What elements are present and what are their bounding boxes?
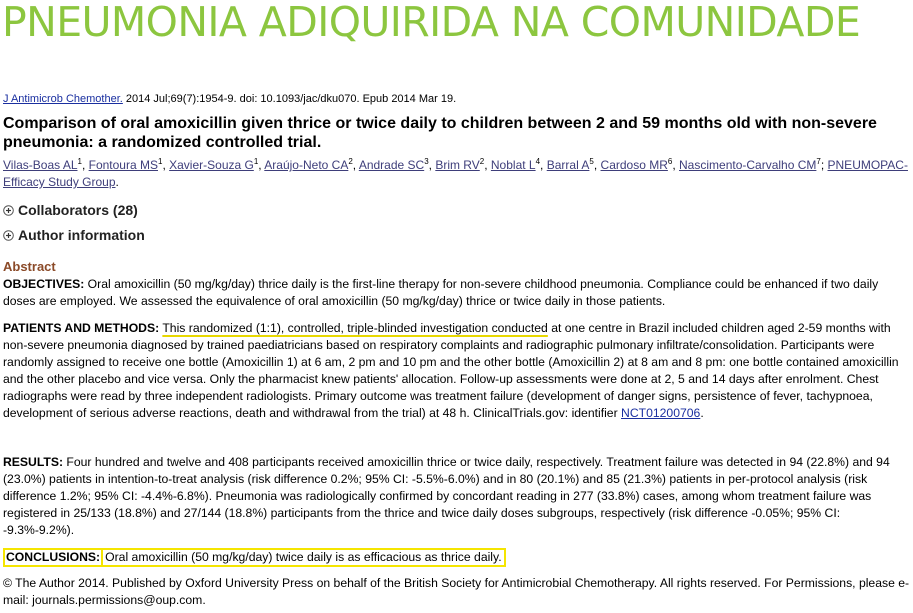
author-affiliation-number: 3 [424,157,429,166]
objectives-label: OBJECTIVES: [3,277,85,291]
author-separator: ; [820,158,828,172]
author-separator: , [484,158,491,172]
author-separator: , [258,158,265,172]
author-separator: , [81,158,89,172]
methods-label: PATIENTS AND METHODS: [3,321,160,335]
author-link[interactable]: Andrade SC [358,158,425,172]
author-info-toggle[interactable] [3,227,145,243]
author-affiliation-number: 1 [253,157,259,166]
author-affiliation-number: 5 [589,157,594,166]
author-link[interactable]: Fontoura MS [88,158,158,172]
objectives-paragraph [3,276,911,310]
author-affiliation-number: 6 [667,157,673,166]
author-link[interactable]: Vilas-Boas AL [3,158,78,172]
conclusions-paragraph [3,548,911,567]
abstract-heading: Abstract [3,259,56,274]
author-affiliation-number: 1 [77,157,82,166]
results-paragraph [3,454,911,539]
author-affiliation-number: 2 [479,157,485,166]
methods-text: at one centre in Brazil included children aged 2-59 months with non-severe pneumonia diagnosed by trained paediatricians based on respiratory complaints and radiographic pulmonary infiltrate/consolidation. Participants were randomly assigned to receive one bottle (Amoxicillin 1) at 6 am, 2 pm and 10 pm and the other bottle (Amoxicillin 2) at 8 am and 8 pm: one bottle contained amoxicillin and the other placebo and vice versa. Only the pharmacist knew patients' allocation. Follow-up assessments were done at 2, 5 and 14 days after enrolment. Chest radiographs were read by three independent radiologists. Primary outcome was treatment failure (development of danger signs, persistence of fever, tachypnoea, development of serious adverse reactions, death and withdrawal from the trial) at 48 h. ClinicalTrials.gov: identifier [3,321,899,420]
author-list-end: . [115,175,119,189]
author-affiliation-number: 2 [348,157,353,166]
author-list [3,157,913,191]
study-group-link[interactable]: PNEUMOPAC-Efficacy Study Group [3,158,908,189]
expand-plus-icon [3,230,14,241]
journal-link[interactable]: J Antimicrob Chemother. [3,93,123,105]
copyright-notice: © The Author 2014. Published by Oxford University Press on behalf of the British Society for Antimicrobial Chemotherapy. All rights reserved. For Permissions, please e-mail: journals.permissions@oup.com. [3,576,910,607]
author-separator: , [672,158,680,172]
conclusions-text: Oral amoxicillin (50 mg/kg/day) twice daily is as efficacious as thrice daily. [101,548,505,567]
methods-paragraph [3,320,911,422]
expand-plus-icon [3,205,14,216]
collaborators-label: Collaborators (28) [18,202,138,218]
author-separator: , [540,158,547,172]
author-affiliation-number: 7 [816,157,821,166]
author-separator: , [593,158,601,172]
author-link[interactable]: Nascimento-Carvalho CM [679,158,817,172]
clinical-trial-link[interactable]: NCT01200706 [621,406,701,420]
author-affiliation-number: 1 [158,157,163,166]
author-link[interactable]: Xavier-Souza G [169,158,254,172]
author-link[interactable]: Cardoso MR [600,158,668,172]
author-link[interactable]: Brim RV [435,158,480,172]
author-link[interactable]: Noblat L [490,158,536,172]
slide-title: PNEUMONIA ADIQUIRIDA NA COMUNIDADE [2,0,861,46]
author-link[interactable]: Barral A [546,158,590,172]
methods-highlight: This randomized (1:1), controlled, triple-blinded investigation conducted [162,321,548,335]
author-separator: , [428,158,436,172]
results-label: RESULTS: [3,455,64,469]
author-link[interactable]: Araújo-Neto CA [264,158,349,172]
citation-details: 2014 Jul;69(7):1954-9. doi: 10.1093/jac/dku070. Epub 2014 Mar 19. [122,93,457,105]
author-affiliation-number: 4 [535,157,541,166]
collaborators-toggle[interactable] [3,202,138,218]
objectives-text: Oral amoxicillin (50 mg/kg/day) thrice daily is the first-line therapy for non-severe childhood pneumonia. Compliance could be enhanced if two daily doses are employed. We assessed the equivalence of oral amoxicillin (50 mg/kg/day) thrice or twice daily in those patients. [3,277,879,308]
citation-line [3,93,456,105]
methods-end: . [700,406,704,420]
author-info-label: Author information [18,227,145,243]
author-separator: , [162,158,170,172]
conclusions-label: CONCLUSIONS: [3,548,101,567]
results-text: Four hundred and twelve and 408 participants received amoxicillin thrice or twice daily, respectively. Treatment failure was detected in 94 (22.8%) and 94 (23.0%) patients in intention-to-treat analysis (risk difference 0.2%; 95% CI: -5.5%-6.0%) and in 80 (20.1%) and 85 (21.3%) patients in per-protocol analysis (risk difference 1.2%; 95% CI: -4.4%-6.8%). Pneumonia was radiologically confirmed by concordant reading in 277 (33.8%) cases, among whom treatment failure was registered in 25/133 (18.8%) and 27/144 (18.8%) participants from the thrice and twice daily doses subgroups, respectively (risk difference -0.05%; 95% CI: -9.3%-9.2%). [3,455,890,537]
author-separator: , [352,158,359,172]
article-title: Comparison of oral amoxicillin given thrice or twice daily to children between 2 and 59 months old with non-severe pneumonia: a randomized controlled trial. [3,115,877,151]
